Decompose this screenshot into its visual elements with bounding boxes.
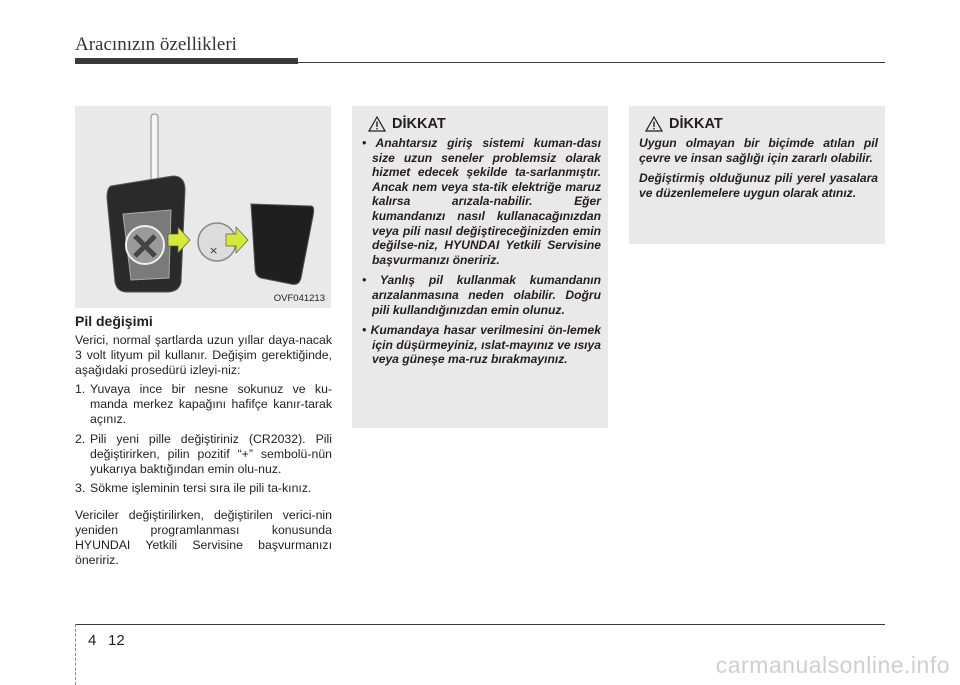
page-number: 12: [108, 632, 125, 649]
section-number: 4: [88, 632, 97, 649]
caution-list: [362, 136, 601, 367]
header-rule-thin: [298, 62, 885, 63]
caution-title: DİKKAT: [392, 116, 446, 132]
footer-margin-line: [75, 624, 76, 685]
key-battery-illustration: [75, 106, 331, 308]
caution-heading: [639, 116, 878, 132]
battery-outro: Vericiler değiştirilirken, değiştirilen verici-nin yeniden programlanması konusunda HYUNDAI Yetkili Servisine başvurmanızı öneririz.: [75, 507, 332, 568]
step-text: Yuvaya ince bir nesne sokunuz ve ku-manda merkez kapağını hafifçe kanır-tarak açınız.: [90, 382, 332, 427]
list-item: • Kumandaya hasar verilmesini ön-lemek için düşürmeyiniz, ıslat-mayınız ve ısıya veya güneşe ma-ruz bırakmayınız.: [362, 323, 601, 367]
battery-intro: Verici, normal şartlarda uzun yıllar daya-nacak 3 volt lityum pil kullanır. Değişim gerektiğinde, aşağıdaki prosedürü izleyi-niz:: [75, 333, 332, 378]
list-item: [75, 382, 332, 427]
remote-key-drawing: [75, 106, 331, 308]
step-number: 3.: [75, 480, 86, 495]
step-text: Sökme işleminin tersi sıra ile pili ta-kınız.: [90, 480, 312, 495]
caution-paragraph: Uygun olmayan bir biçimde atılan pil çevre ve insan sağlığı için zararlı olabilir.: [639, 136, 878, 165]
caution-box-middle: [352, 106, 608, 428]
caution-heading: [362, 116, 601, 132]
list-item: [75, 481, 332, 496]
header-rule-thick: [75, 58, 298, 64]
list-item: • Anahtarsız giriş sistemi kuman-dası size uzun seneler problemsiz olarak hizmet edecek şekilde ta-sarlanmıştır. Ancak nem veya sta-tik elektriğe maruz kalırsa arızala-nabilir. Eğer kumandanızı nasıl kullanacağınızdan veya pili nasıl değiştireceğinizden emin değilse-niz, HYUNDAI Yetkili Servisine başvurmanızı öneririz.: [362, 136, 601, 267]
step-number: 2.: [75, 431, 86, 446]
battery-section: [75, 312, 332, 568]
warning-triangle-icon: [645, 116, 663, 132]
svg-text:×: ×: [209, 244, 219, 257]
caution-box-right: [629, 106, 885, 244]
caution-title: DİKKAT: [669, 116, 723, 132]
caution-paragraph: Değiştirmiş olduğunuz pili yerel yasalara ve düzenlemelere uygun olarak atınız.: [639, 171, 878, 200]
figure-code: OVF041213: [273, 293, 325, 304]
battery-steps: [75, 382, 332, 496]
footer-rule: [75, 624, 885, 625]
warning-triangle-icon: [368, 116, 386, 132]
page-header-title: Aracınızın özellikleri: [75, 34, 237, 55]
step-text: Pili yeni pille değiştiriniz (CR2032). Pili değiştirirken, pilin pozitif “+” sembolü-nün yukarıya baktığından emin olu-nuz.: [90, 431, 332, 476]
step-number: 1.: [75, 382, 86, 397]
battery-section-title: Pil değişimi: [75, 313, 153, 329]
list-item: • Yanlış pil kullanmak kumandanın arızalanmasına neden olabilir. Doğru pili kullandığınızdan emin olunuz.: [362, 273, 601, 317]
watermark: carmanualsonline.info: [715, 652, 950, 678]
list-item: [75, 432, 332, 477]
